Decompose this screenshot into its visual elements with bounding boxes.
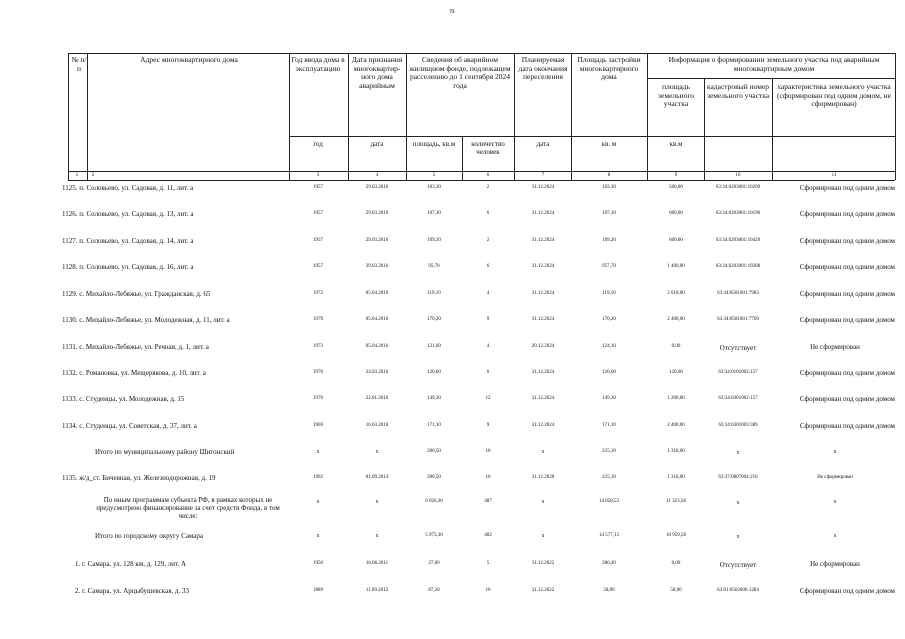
unit-date: дата [370, 140, 384, 148]
cell-cadastral: Отсутствует [719, 344, 757, 352]
grid-units-line [289, 136, 895, 137]
grid-colnum-top [68, 171, 895, 172]
page-number: 73 [449, 10, 455, 15]
grid-line [895, 53, 896, 180]
cell-building-area: 124,10 [602, 344, 616, 349]
cell-date: 05.04.2016 [365, 291, 389, 296]
cell-land-status: Сформирован под одним домом [799, 369, 895, 377]
cell-year: 1957 [313, 238, 323, 243]
cell-building-area: 225,10 [602, 449, 616, 454]
cell-address: По иным программам субъекта РФ, в рамках которых не предусмотрено финансирование за счет средств Фонда, в том числе: [96, 496, 280, 520]
cell-people: 2 [486, 185, 490, 190]
cell-date: 24.03.2016 [365, 370, 389, 375]
cell-address: 1131. с. Михайло-Лебяжье, ул. Речная, д. 1, лит. а [62, 343, 209, 351]
cell-area: 149,30 [427, 396, 441, 401]
cell-date: 29.03.2016 [365, 264, 389, 269]
grid-colnum-bottom [68, 180, 895, 181]
cell-building-area: 170,20 [602, 317, 616, 322]
cell-plan-date: 31.12.2024 [531, 423, 555, 428]
cell-address: 1134. с. Студенцы, ул. Советская, д. 37, лит. а [62, 422, 197, 430]
cell-land-status: Сформирован под одним домом [799, 263, 895, 271]
cell-cadastral: x [736, 450, 740, 456]
cell-building-area: 107,10 [602, 211, 616, 216]
colnum-3: 3 [316, 173, 320, 178]
cell-area: 6 026,30 [425, 499, 443, 504]
grid-top-line [68, 53, 895, 54]
header-col-date: Дата признания многоквартир-ного дома аварийным [351, 55, 403, 90]
cell-year: 1979 [313, 317, 323, 322]
cell-land-status: Сформирован под одним домом [799, 316, 895, 324]
cell-area: 170,20 [427, 317, 441, 322]
cell-land-area: 500,00 [669, 185, 683, 190]
cell-year: x [316, 449, 320, 455]
cell-area: 95,70 [428, 264, 440, 269]
cell-date: x [375, 449, 379, 455]
header-col-land-area: площадь земельного участка [658, 82, 694, 109]
cell-year: 1957 [313, 185, 323, 190]
cell-building-area: 286,40 [602, 561, 616, 566]
cell-plan-date: x [541, 533, 545, 539]
cell-land-status: Сформирован под одним домом [799, 290, 895, 298]
cell-date: 16.03.2016 [365, 423, 389, 428]
cell-building-area: 119,10 [602, 291, 616, 296]
cell-address: 2. г. Самара, ул. Арцыбушевская, д. 33 [75, 587, 189, 595]
cell-building-area: 103,30 [602, 185, 616, 190]
cell-address: 1126. п. Соловьево, ул. Садовая, д. 13, лит. а [62, 210, 194, 218]
cell-people: 12 [485, 396, 491, 401]
cell-address: 1132. с. Романовка, ул. Мещерякова, д. 10, лит. а [62, 369, 206, 377]
cell-land-status: Не сформирован [810, 343, 860, 351]
cell-land-area: 10 959,58 [666, 533, 686, 538]
cell-land-area: 2 400,00 [667, 317, 685, 322]
cell-address: 1133. с. Студенцы, ул. Молодежная, д. 15 [62, 395, 185, 403]
cell-building-area: 109,20 [602, 238, 616, 243]
cell-land-status: x [833, 533, 837, 539]
header-group-land: Информация о формировании земельного участка под аварийным многоквартирным домом [668, 55, 880, 73]
cell-people: 6 [486, 211, 490, 216]
cell-year: 1950 [313, 561, 323, 566]
grid-line [514, 53, 515, 180]
cell-people: 4 [486, 344, 490, 349]
cell-year: 1957 [313, 211, 323, 216]
cell-land-status: Сформирован под одним домом [799, 395, 895, 403]
cell-plan-date: 31.12.2024 [531, 211, 555, 216]
cell-plan-date: 31.12.2024 [531, 238, 555, 243]
cell-year: 1957 [313, 264, 323, 269]
cell-people: 9 [486, 317, 490, 322]
cell-plan-date: x [541, 449, 545, 455]
cell-date: 05.04.2016 [365, 344, 389, 349]
cell-plan-date: 31.12.2024 [531, 264, 555, 269]
cell-people: 6 [486, 264, 490, 269]
cell-date: 16.06.2011 [365, 561, 389, 566]
colnum-8: 8 [607, 173, 611, 178]
header-col-cadastral: кадастровый номер земельного участка [706, 82, 770, 100]
cell-plan-date: 31.12.2020 [531, 475, 555, 480]
colnum-10: 10 [735, 173, 741, 178]
cell-area: 107,10 [427, 211, 441, 216]
header-col-year: Год ввода дома в эксплуатацию [291, 55, 345, 73]
cell-cadastral: Отсутствует [719, 561, 757, 569]
cell-year: x [316, 533, 320, 539]
unit-land-area: кв.м [669, 140, 683, 148]
cell-year: 1902 [313, 475, 323, 480]
cell-land-area: 1 318,00 [667, 475, 685, 480]
cell-land-status: Сформирован под одним домом [799, 210, 895, 218]
cell-date: 22.01.2016 [365, 396, 389, 401]
header-col-number: № п/п [71, 55, 87, 73]
cell-year: 1976 [313, 370, 323, 375]
cell-plan-date: 31.12.2022 [531, 561, 555, 566]
cell-cadastral: 63:34:0203001:10209 [715, 185, 761, 190]
cell-date: 29.03.2016 [365, 211, 389, 216]
unit-year: год [313, 140, 323, 148]
cell-plan-date: 31.12.2022 [531, 588, 555, 593]
cell-building-area: 225,10 [602, 475, 616, 480]
cell-address: 1129. с. Михайло-Лебяжье, ул. Гражданская, д. 65 [62, 290, 211, 298]
cell-date: 29.03.2016 [365, 238, 389, 243]
cell-plan-date: 31.12.2024 [531, 396, 555, 401]
header-col-plan-date: Планируемая дата окончания переселения [518, 55, 568, 82]
cell-land-status: x [833, 449, 837, 455]
cell-building-area: 58,00 [603, 588, 615, 593]
cell-year: 1973 [313, 344, 323, 349]
cell-area: 27,00 [428, 561, 440, 566]
cell-address: 1130. с. Михайло-Лебяжье, ул. Молодежная, д. 11, лит. а [62, 316, 230, 324]
cell-people: 2 [486, 238, 490, 243]
cell-land-status: Сформирован под одним домом [799, 587, 895, 595]
cell-land-status: Не сформирован [810, 560, 860, 568]
colnum-7: 7 [541, 173, 545, 178]
colnum-11: 11 [831, 173, 837, 178]
cell-plan-date: 20.12.2024 [531, 344, 555, 349]
cell-land-area: 600,00 [669, 238, 683, 243]
cell-area: 119,10 [427, 291, 441, 296]
cell-address: 1. г. Самара, ул. 128 км, д. 129, лит. А [75, 560, 187, 568]
colnum-5: 5 [432, 173, 436, 178]
cell-people: 10 [485, 449, 491, 454]
cell-building-area: 149,30 [602, 396, 616, 401]
cell-area: 120,60 [427, 370, 441, 375]
header-col-address: Адрес многоквартирного дома [140, 55, 238, 64]
cell-address: 1127. п. Соловьево, ул. Садовая, д. 14, лит. а [62, 237, 194, 245]
cell-land-status: Сформирован под одним домом [799, 237, 895, 245]
cell-building-area: 957,70 [602, 264, 616, 269]
cell-year: 1970 [313, 396, 323, 401]
cell-land-area: 58,00 [670, 588, 682, 593]
cell-plan-date: 31.12.2024 [531, 291, 555, 296]
cell-plan-date: 31.12.2024 [531, 185, 555, 190]
cell-people: 4 [486, 291, 490, 296]
cell-year: 1889 [313, 588, 323, 593]
cell-plan-date: 31.12.2024 [531, 317, 555, 322]
cell-date: 05.04.2016 [365, 317, 389, 322]
cell-area: 200,50 [427, 475, 441, 480]
cell-cadastral: 63:34:0101002:157 [718, 370, 758, 375]
colnum-6: 6 [486, 173, 490, 178]
grid-line [647, 53, 648, 180]
cell-cadastral: 63:34:0203001:10420 [715, 238, 761, 243]
cell-date: x [375, 533, 379, 539]
header-group-emergency-fund: Сведения об аварийном жилищном фонде, подлежащем расселению до 1 сентября 2024 года [409, 55, 511, 90]
unit-plan-date: дата [536, 140, 550, 148]
cell-land-area: 1 200,00 [667, 396, 685, 401]
cell-year: 1969 [313, 423, 323, 428]
cell-cadastral: 63:34:0203001:10208 [715, 264, 761, 269]
unit-area: площадь, кв.м [412, 140, 456, 148]
colnum-2: 2 [91, 173, 95, 178]
cell-cadastral: 63:37:0807004:216 [718, 475, 758, 480]
cell-address: Итого по городскому округу Самара [95, 532, 204, 540]
cell-land-area: 0,00 [671, 561, 681, 566]
grid-line [68, 53, 69, 180]
cell-address: 1135. ж/д_ст. Бичевная, ул. Железнодорожная, д. 19 [62, 474, 216, 482]
cell-building-area: 14 858,53 [599, 499, 619, 504]
cell-cadastral: 63:01:0502006:1284 [717, 588, 759, 593]
cell-year: x [316, 499, 320, 505]
cell-address: Итого по муниципальному району Шигонский [95, 448, 235, 456]
cell-year: 1972 [313, 291, 323, 296]
cell-land-status: Не сформирован [817, 475, 853, 480]
cell-area: 109,20 [427, 238, 441, 243]
colnum-9: 9 [674, 173, 678, 178]
cell-cadastral: 63:34:0301002:157 [718, 396, 758, 401]
cell-cadastral: x [736, 534, 740, 540]
header-col-building-area: Площадь застройки многоквартирного дома [577, 55, 641, 82]
cell-area: 103,30 [427, 185, 441, 190]
cell-land-area: 120,60 [669, 370, 683, 375]
cell-address: 1125. п. Соловьево, ул. Садовая, д. 11, лит. а [62, 184, 194, 192]
cell-people: 10 [485, 475, 491, 480]
cell-building-area: 120,60 [602, 370, 616, 375]
cell-land-area: 11 323,58 [666, 499, 686, 504]
cell-area: 200,50 [427, 449, 441, 454]
cell-land-area: 2 018,00 [667, 291, 685, 296]
header-col-land-status: характеристика земельного участка (сформирован под одним домом, не сформирован) [777, 82, 891, 109]
cell-date: 11.09.2012 [365, 588, 389, 593]
unit-building-area: кв. м [601, 140, 617, 148]
cell-date: 29.03.2016 [365, 185, 389, 190]
cell-date: x [375, 499, 379, 505]
unit-people: количество человек [471, 140, 505, 156]
cell-area: 5 973,30 [425, 533, 443, 538]
cell-people: 482 [484, 533, 492, 538]
cell-building-area: 171,10 [602, 423, 616, 428]
cell-plan-date: x [541, 499, 545, 505]
cell-area: 87,20 [428, 588, 440, 593]
cell-land-area: 1 318,00 [667, 449, 685, 454]
colnum-4: 4 [375, 173, 379, 178]
cell-land-status: x [833, 499, 837, 505]
cell-cadastral: 63:34:0301003:389 [718, 423, 758, 428]
cell-cadastral: 63:34:0501001:7983 [717, 291, 759, 296]
cell-people: 6 [486, 370, 490, 375]
cell-land-area: 600,00 [669, 211, 683, 216]
cell-cadastral: 63:34:0203001:10196 [715, 211, 761, 216]
cell-land-area: 1 400,00 [667, 264, 685, 269]
cell-area: 121,60 [427, 344, 441, 349]
cell-land-area: 2 400,00 [667, 423, 685, 428]
cell-cadastral: 63:34:0501001:7769 [717, 317, 759, 322]
cell-land-status: Сформирован под одним домом [799, 184, 895, 192]
cell-people: 10 [485, 588, 491, 593]
cell-people: 487 [484, 499, 492, 504]
cell-date: 01.09.2014 [365, 475, 389, 480]
cell-people: 5 [486, 561, 490, 566]
cell-plan-date: 31.12.2024 [531, 370, 555, 375]
cell-land-area: 0,00 [671, 344, 681, 349]
cell-land-status: Сформирован под одним домом [799, 422, 895, 430]
cell-people: 9 [486, 423, 490, 428]
cell-building-area: 14 577,13 [599, 533, 619, 538]
cell-address: 1128. п. Соловьево, ул. Садовая, д. 16, лит. а [62, 263, 194, 271]
colnum-1: 1 [75, 173, 79, 178]
cell-area: 171,10 [427, 423, 441, 428]
cell-cadastral: x [736, 500, 740, 506]
